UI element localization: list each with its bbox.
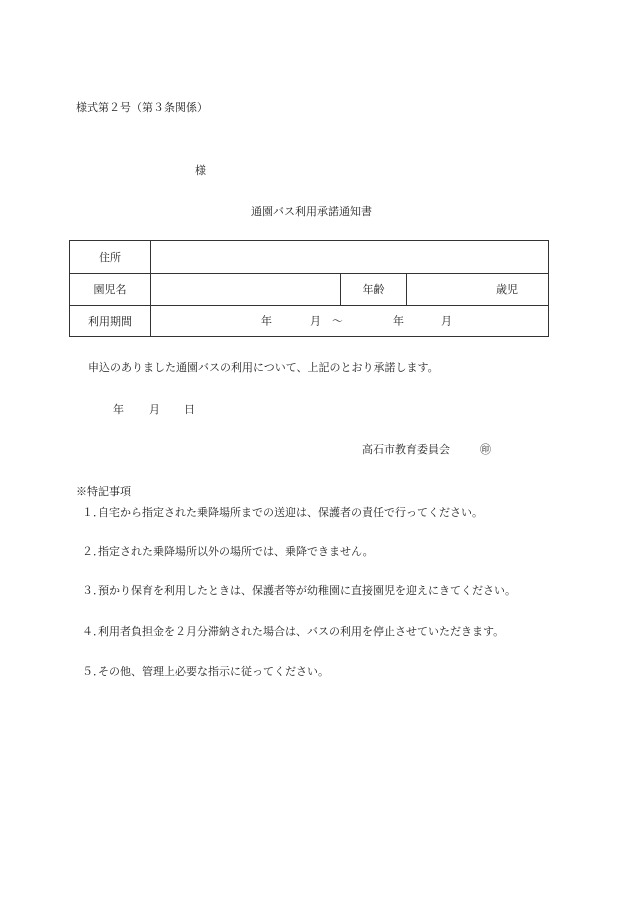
note-item (82, 546, 374, 557)
address-field[interactable] (151, 241, 549, 274)
period-tilde: ～ (332, 314, 343, 328)
note-item (82, 585, 516, 596)
note-number: ２． (82, 545, 104, 558)
period-label: 利用期間 (70, 306, 151, 337)
issuer-name: 高石市教育委員会 (362, 443, 450, 456)
approval-statement: 申込のありました通園バスの利用について、上記のとおり承諾します。 (88, 361, 439, 374)
seal-mark: ㊞ (480, 443, 491, 456)
note-text: その他、管理上必要な指示に従ってください。 (98, 665, 329, 678)
date-month: 月 (149, 403, 160, 416)
child-name-field[interactable] (151, 274, 341, 306)
note-item (82, 507, 483, 518)
date-day: 日 (184, 403, 195, 416)
note-item (82, 666, 329, 677)
note-text: 指定された乗降場所以外の場所では、乗降できません。 (98, 545, 374, 558)
child-name-label: 園児名 (70, 274, 151, 306)
period-start-month: 月 (310, 314, 321, 328)
period-row (70, 306, 549, 337)
note-number: ４． (82, 625, 104, 638)
period-start-year: 年 (261, 314, 272, 328)
note-text: 自宅から指定された乗降場所までの送迎は、保護者の責任で行ってください。 (98, 506, 483, 519)
note-number: ５． (82, 665, 104, 678)
note-number: １． (82, 506, 104, 519)
age-field[interactable]: 歳児 (407, 274, 549, 306)
period-end-year: 年 (393, 314, 404, 328)
applicant-info-table (69, 240, 549, 337)
form-number: 様式第２号（第３条関係） (76, 101, 208, 114)
date-year: 年 (113, 403, 124, 416)
addressee-suffix: 様 (195, 164, 206, 177)
notes-heading: ※特記事項 (76, 485, 131, 498)
note-item (82, 626, 504, 637)
document-title: 通園バス利用承諾通知書 (251, 205, 372, 218)
period-end-month: 月 (441, 314, 452, 328)
note-text: 預かり保育を利用したときは、保護者等が幼稚園に直接園児を迎えにきてください。 (98, 584, 516, 597)
note-number: ３． (82, 584, 104, 597)
child-name-row (70, 274, 549, 306)
note-text: 利用者負担金を２月分滞納された場合は、バスの利用を停止させていただきます。 (98, 625, 505, 638)
address-label: 住所 (70, 241, 151, 274)
period-field[interactable] (151, 306, 549, 337)
age-label: 年齢 (341, 274, 407, 306)
address-row (70, 241, 549, 274)
